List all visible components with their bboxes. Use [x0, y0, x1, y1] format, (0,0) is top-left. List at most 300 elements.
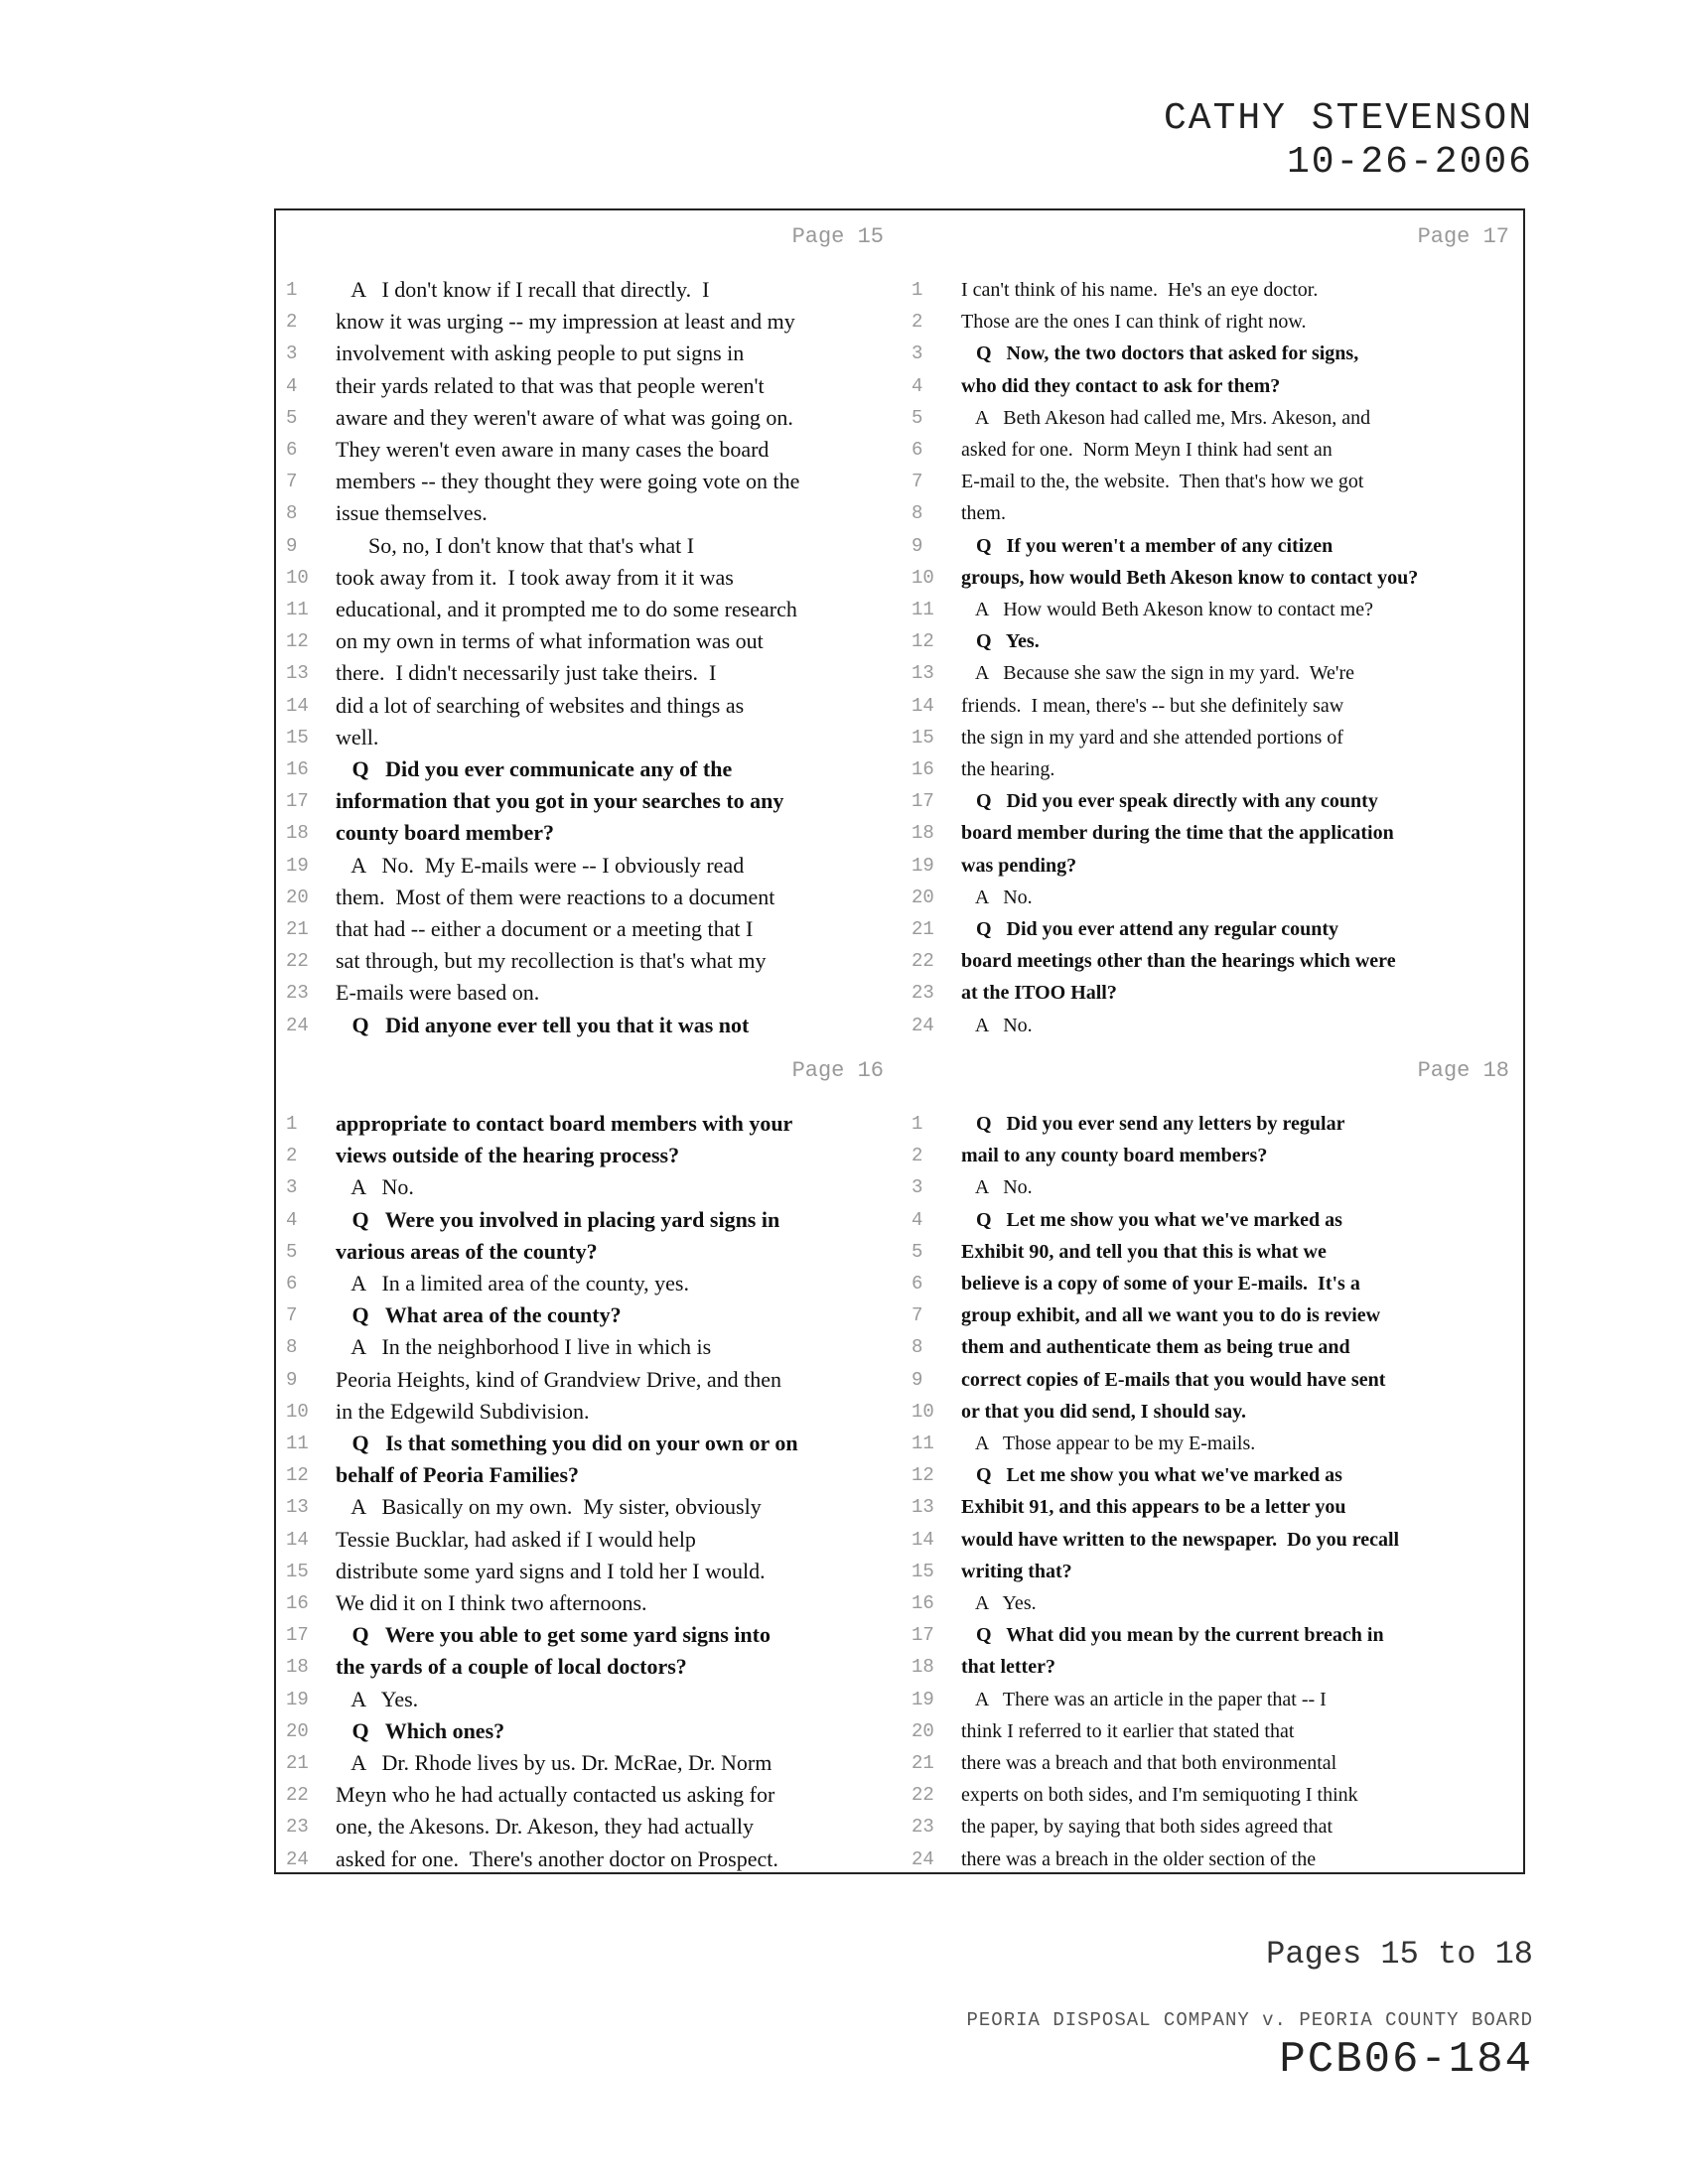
- transcript-line: [276, 338, 902, 369]
- line-number: 14: [912, 694, 934, 717]
- line-number: 8: [912, 1336, 923, 1359]
- transcript-line: [902, 466, 1527, 497]
- line-text: Q If you weren't a member of any citizen: [961, 534, 1333, 557]
- line-number: 1: [912, 279, 923, 301]
- line-text: Q Let me show you what we've marked as: [961, 1208, 1342, 1231]
- line-number: 5: [286, 1240, 298, 1263]
- line-text: that letter?: [961, 1656, 1055, 1679]
- transcript-line: [276, 1651, 902, 1683]
- line-text: So, no, I don't know that that's what I: [336, 532, 695, 558]
- line-text: at the ITOO Hall?: [961, 982, 1117, 1005]
- line-number: 12: [912, 1464, 934, 1487]
- line-text: A Yes.: [336, 1686, 419, 1711]
- transcript-line: [902, 1204, 1527, 1236]
- line-number: 9: [286, 534, 298, 557]
- transcript-line: [902, 1171, 1527, 1203]
- transcript-line: [902, 977, 1527, 1009]
- transcript-line: [902, 625, 1527, 657]
- line-number: 4: [286, 374, 298, 397]
- transcript-line: [276, 1299, 902, 1331]
- transcript-line: [276, 1459, 902, 1491]
- line-number: 13: [286, 1496, 309, 1519]
- line-text: A No.: [336, 1174, 414, 1200]
- line-number: 2: [286, 1145, 298, 1167]
- line-number: 5: [286, 406, 298, 429]
- line-number: 8: [912, 502, 923, 525]
- line-text: A There was an article in the paper that -- I: [961, 1688, 1327, 1710]
- transcript-line: [276, 1204, 902, 1236]
- page-label: Page 15: [791, 224, 884, 249]
- line-number: 2: [912, 1145, 923, 1167]
- transcript-line: [276, 1108, 902, 1140]
- transcript-line: [276, 753, 902, 785]
- transcript-line: [902, 657, 1527, 689]
- line-number: 20: [912, 886, 934, 908]
- line-text: We did it on I think two afternoons.: [336, 1590, 647, 1615]
- line-number: 22: [912, 1784, 934, 1807]
- line-number: 24: [286, 1847, 309, 1870]
- line-text: Q Were you able to get some yard signs into: [336, 1622, 771, 1648]
- line-text: Exhibit 91, and this appears to be a letter you: [961, 1496, 1346, 1519]
- line-text: think I referred to it earlier that stated that: [961, 1719, 1295, 1742]
- line-text: the paper, by saying that both sides agreed that: [961, 1816, 1333, 1839]
- transcript-line: [276, 1491, 902, 1523]
- line-text: Q Did you ever send any letters by regular: [961, 1113, 1345, 1135]
- line-text: group exhibit, and all we want you to do is review: [961, 1304, 1381, 1327]
- transcript-line: [902, 1428, 1527, 1459]
- line-number: 21: [286, 1752, 309, 1774]
- transcript-line: [902, 1396, 1527, 1428]
- line-text: board member during the time that the application: [961, 822, 1394, 845]
- transcript-line: [276, 882, 902, 913]
- line-number: 11: [286, 599, 309, 620]
- line-text: writing that?: [961, 1560, 1072, 1582]
- line-number: 17: [286, 1624, 309, 1647]
- line-text: asked for one. There's another doctor on Prospect.: [336, 1845, 778, 1871]
- line-text: Q Let me show you what we've marked as: [961, 1464, 1342, 1487]
- transcript-page-16: [276, 1044, 902, 1876]
- line-number: 24: [912, 1014, 934, 1036]
- line-number: 13: [912, 662, 934, 685]
- line-number: 19: [912, 854, 934, 877]
- transcript-line: [276, 1268, 902, 1299]
- line-number: 17: [912, 790, 934, 813]
- line-number: 1: [286, 1113, 298, 1135]
- line-number: 14: [286, 1528, 309, 1551]
- transcript-line: [276, 1236, 902, 1268]
- line-text: various areas of the county?: [336, 1238, 598, 1264]
- line-text: that had -- either a document or a meeting that I: [336, 916, 754, 941]
- transcript-line: [276, 785, 902, 817]
- transcript-line: [902, 562, 1527, 594]
- transcript-line: [902, 306, 1527, 338]
- transcript-line: [276, 466, 902, 497]
- line-number: 4: [912, 374, 923, 397]
- line-text: Q Did you ever communicate any of the: [336, 756, 733, 781]
- transcript-line: [902, 722, 1527, 753]
- line-text: A I don't know if I recall that directly. I: [336, 277, 710, 302]
- line-number: 15: [286, 726, 309, 749]
- transcript-line: [902, 1651, 1527, 1683]
- line-text: there. I didn't necessarily just take theirs. I: [336, 660, 717, 686]
- transcript-line: [276, 1524, 902, 1556]
- line-number: 22: [286, 1784, 309, 1807]
- line-number: 23: [912, 982, 934, 1005]
- transcript-line: [902, 402, 1527, 434]
- line-number: 2: [912, 311, 923, 334]
- transcript-line: [276, 1811, 902, 1843]
- transcript-line: [276, 1428, 902, 1459]
- line-text: issue themselves.: [336, 500, 488, 526]
- line-number: 12: [286, 630, 309, 653]
- transcript-line: [902, 913, 1527, 945]
- line-text: the hearing.: [961, 758, 1055, 780]
- line-text: educational, and it prompted me to do some research: [336, 597, 797, 621]
- line-number: 10: [912, 566, 934, 589]
- transcript-line: [902, 1331, 1527, 1363]
- witness-name: CATHY STEVENSON: [1163, 97, 1533, 140]
- transcript-line: [902, 1524, 1527, 1556]
- transcript-line: [276, 562, 902, 594]
- line-text: groups, how would Beth Akeson know to contact you?: [961, 566, 1419, 589]
- line-text: in the Edgewild Subdivision.: [336, 1398, 590, 1424]
- line-number: 1: [286, 279, 298, 301]
- transcript-line: [276, 594, 902, 625]
- transcript-line: [902, 530, 1527, 562]
- line-text: E-mails were based on.: [336, 980, 540, 1006]
- line-number: 20: [286, 886, 309, 908]
- line-text: A No.: [961, 1176, 1033, 1199]
- line-text: would have written to the newspaper. Do you recall: [961, 1528, 1400, 1551]
- transcript-line: [276, 497, 902, 529]
- page-range: Pages 15 to 18: [1266, 1936, 1533, 1973]
- line-text: views outside of the hearing process?: [336, 1143, 680, 1168]
- transcript-line: [902, 785, 1527, 817]
- line-text: there was a breach and that both environmental: [961, 1752, 1337, 1774]
- line-text: distribute some yard signs and I told her I would.: [336, 1558, 766, 1583]
- transcript-line: [902, 594, 1527, 625]
- transcript-line: [276, 1715, 902, 1747]
- transcript-line: [276, 690, 902, 722]
- line-text: their yards related to that was that people weren't: [336, 372, 765, 398]
- line-text: the sign in my yard and she attended portions of: [961, 726, 1343, 749]
- line-number: 11: [912, 1433, 934, 1454]
- line-text: A No. My E-mails were -- I obviously read: [336, 852, 745, 878]
- transcript-line: [902, 434, 1527, 466]
- transcript-line: [902, 753, 1527, 785]
- case-title: PEORIA DISPOSAL COMPANY v. PEORIA COUNTY BOARD: [966, 2009, 1533, 2031]
- line-text: county board member?: [336, 820, 554, 846]
- line-text: was pending?: [961, 854, 1077, 877]
- line-text: correct copies of E-mails that you would have sent: [961, 1368, 1386, 1391]
- line-number: 17: [912, 1624, 934, 1647]
- line-text: I can't think of his name. He's an eye doctor.: [961, 279, 1319, 301]
- transcript-line: [276, 1140, 902, 1171]
- transcript-line: [902, 1108, 1527, 1140]
- transcript-line: [276, 1331, 902, 1363]
- line-number: 21: [912, 918, 934, 940]
- line-number: 4: [286, 1208, 298, 1231]
- transcript-line: [276, 306, 902, 338]
- line-text: did a lot of searching of websites and things as: [336, 692, 745, 718]
- line-number: 9: [286, 1368, 298, 1391]
- transcript-line: [902, 1556, 1527, 1587]
- transcript-line: [902, 274, 1527, 306]
- transcript-line: [902, 817, 1527, 849]
- line-number: 14: [912, 1528, 934, 1551]
- line-text: on my own in terms of what information was out: [336, 628, 764, 654]
- line-number: 22: [286, 950, 309, 973]
- line-text: They weren't even aware in many cases the board: [336, 437, 770, 462]
- line-number: 16: [286, 1592, 309, 1614]
- transcript-page-18: [902, 1044, 1527, 1876]
- line-text: involvement with asking people to put signs in: [336, 341, 745, 366]
- line-text: well.: [336, 724, 379, 750]
- transcript-line: [276, 1010, 902, 1041]
- transcript-line: [902, 1268, 1527, 1299]
- line-text: or that you did send, I should say.: [961, 1400, 1246, 1423]
- line-number: 23: [286, 982, 309, 1005]
- line-text: A No.: [961, 1014, 1033, 1036]
- transcript-line: [276, 625, 902, 657]
- line-number: 19: [286, 854, 309, 877]
- line-text: mail to any county board members?: [961, 1145, 1268, 1167]
- line-number: 2: [286, 311, 298, 334]
- line-text: Q Were you involved in placing yard signs in: [336, 1206, 780, 1232]
- line-text: A Beth Akeson had called me, Mrs. Akeson, and: [961, 406, 1371, 429]
- transcript-line: [902, 882, 1527, 913]
- line-number: 6: [286, 1273, 298, 1295]
- line-number: 23: [286, 1816, 309, 1839]
- line-number: 18: [286, 1656, 309, 1679]
- line-text: asked for one. Norm Meyn I think had sent an: [961, 439, 1333, 461]
- transcript-line: [902, 1364, 1527, 1396]
- line-number: 18: [912, 822, 934, 845]
- transcript-line: [276, 945, 902, 977]
- transcript-line: [276, 1619, 902, 1651]
- line-number: 11: [912, 599, 934, 620]
- line-number: 16: [286, 758, 309, 780]
- transcript-line: [276, 817, 902, 849]
- line-text: A Because she saw the sign in my yard. We're: [961, 662, 1354, 685]
- line-number: 1: [912, 1113, 923, 1135]
- line-number: 8: [286, 1336, 298, 1359]
- line-text: appropriate to contact board members with your: [336, 1111, 793, 1136]
- line-number: 15: [912, 1560, 934, 1582]
- line-text: Q What area of the county?: [336, 1302, 622, 1328]
- transcript-line: [902, 945, 1527, 977]
- line-text: friends. I mean, there's -- but she definitely saw: [961, 694, 1344, 717]
- transcript-line: [902, 1587, 1527, 1619]
- line-text: A In a limited area of the county, yes.: [336, 1271, 689, 1296]
- line-text: them. Most of them were reactions to a document: [336, 884, 775, 909]
- line-text: A Yes.: [961, 1592, 1037, 1614]
- line-number: 19: [286, 1688, 309, 1710]
- line-number: 22: [912, 950, 934, 973]
- line-text: experts on both sides, and I'm semiquoting I think: [961, 1784, 1358, 1807]
- line-number: 17: [286, 790, 309, 813]
- line-number: 10: [286, 1400, 309, 1423]
- page-label: Page 18: [1417, 1058, 1509, 1083]
- transcript-line: [902, 1236, 1527, 1268]
- transcript-line: [276, 1587, 902, 1619]
- line-number: 3: [912, 1176, 923, 1199]
- line-number: 3: [286, 1176, 298, 1199]
- line-number: 12: [286, 1464, 309, 1487]
- line-text: A Those appear to be my E-mails.: [961, 1433, 1256, 1454]
- line-number: 6: [286, 439, 298, 461]
- transcript-line: [902, 1459, 1527, 1491]
- line-number: 10: [286, 566, 309, 589]
- transcript-line: [276, 1171, 902, 1203]
- transcript-line: [902, 1715, 1527, 1747]
- line-text: A Basically on my own. My sister, obviously: [336, 1494, 762, 1520]
- transcript-line: [902, 1010, 1527, 1041]
- line-text: believe is a copy of some of your E-mails. It's a: [961, 1273, 1360, 1295]
- transcript-line: [276, 913, 902, 945]
- line-number: 18: [912, 1656, 934, 1679]
- line-text: Q What did you mean by the current breach in: [961, 1624, 1384, 1647]
- case-number: PCB06-184: [1279, 2035, 1533, 2085]
- line-number: 3: [286, 342, 298, 365]
- line-number: 16: [912, 758, 934, 780]
- transcript-line: [902, 1140, 1527, 1171]
- transcript-line: [902, 1491, 1527, 1523]
- line-number: 15: [912, 726, 934, 749]
- line-number: 16: [912, 1592, 934, 1614]
- line-number: 7: [286, 1304, 298, 1327]
- transcript-line: [276, 1779, 902, 1811]
- line-text: A No.: [961, 886, 1033, 908]
- transcript-frame: [274, 208, 1525, 1874]
- transcript-line: [902, 1684, 1527, 1715]
- transcript-line: [902, 850, 1527, 882]
- line-number: 24: [286, 1014, 309, 1036]
- line-text: them.: [961, 502, 1006, 525]
- transcript-line: [902, 370, 1527, 402]
- line-text: one, the Akesons. Dr. Akeson, they had actually: [336, 1814, 754, 1840]
- line-text: them and authenticate them as being true and: [961, 1336, 1350, 1359]
- line-number: 21: [286, 918, 309, 940]
- line-text: Those are the ones I can think of right now.: [961, 311, 1307, 334]
- line-number: 24: [912, 1847, 934, 1870]
- line-number: 13: [912, 1496, 934, 1519]
- transcript-line: [276, 1747, 902, 1779]
- transcript-line: [276, 1396, 902, 1428]
- line-number: 14: [286, 694, 309, 717]
- line-number: 13: [286, 662, 309, 685]
- transcript-line: [276, 657, 902, 689]
- transcript-line: [276, 402, 902, 434]
- line-number: 12: [912, 630, 934, 653]
- line-number: 8: [286, 502, 298, 525]
- line-text: sat through, but my recollection is that's what my: [336, 948, 767, 974]
- transcript-line: [902, 690, 1527, 722]
- line-number: 10: [912, 1400, 934, 1423]
- transcript-line: [902, 338, 1527, 369]
- transcript-line: [276, 1556, 902, 1587]
- line-number: 19: [912, 1688, 934, 1710]
- line-number: 6: [912, 439, 923, 461]
- line-number: 20: [286, 1719, 309, 1742]
- transcript-line: [276, 722, 902, 753]
- line-number: 7: [286, 471, 298, 493]
- line-text: Exhibit 90, and tell you that this is what we: [961, 1240, 1327, 1263]
- line-text: behalf of Peoria Families?: [336, 1462, 580, 1488]
- line-text: A Dr. Rhode lives by us. Dr. McRae, Dr. Norm: [336, 1750, 772, 1775]
- line-text: the yards of a couple of local doctors?: [336, 1654, 687, 1680]
- line-text: board meetings other than the hearings which were: [961, 950, 1396, 973]
- line-text: who did they contact to ask for them?: [961, 374, 1281, 397]
- transcript-line: [902, 1843, 1527, 1875]
- transcript-line: [276, 530, 902, 562]
- line-text: Q Did anyone ever tell you that it was not: [336, 1012, 750, 1037]
- line-text: know it was urging -- my impression at least and my: [336, 309, 795, 335]
- transcript-line: [902, 1299, 1527, 1331]
- transcript-line: [902, 1811, 1527, 1843]
- line-text: information that you got in your searches to any: [336, 788, 784, 814]
- line-text: there was a breach in the older section of the: [961, 1847, 1317, 1870]
- page-label: Page 17: [1417, 224, 1509, 249]
- line-number: 4: [912, 1208, 923, 1231]
- line-number: 20: [912, 1719, 934, 1742]
- line-number: 18: [286, 822, 309, 845]
- line-number: 3: [912, 342, 923, 365]
- transcript-line: [902, 1747, 1527, 1779]
- transcript-line: [902, 497, 1527, 529]
- transcript-line: [902, 1779, 1527, 1811]
- line-number: 9: [912, 534, 923, 557]
- line-text: Q Yes.: [961, 630, 1040, 653]
- transcript-line: [276, 370, 902, 402]
- line-number: 5: [912, 406, 923, 429]
- line-text: took away from it. I took away from it it was: [336, 564, 734, 590]
- line-text: Q Did you ever attend any regular county: [961, 918, 1339, 940]
- page-label: Page 16: [791, 1058, 884, 1083]
- line-text: Q Did you ever speak directly with any county: [961, 790, 1378, 813]
- line-text: Tessie Bucklar, had asked if I would help: [336, 1526, 696, 1552]
- line-number: 11: [286, 1433, 309, 1454]
- line-text: members -- they thought they were going vote on the: [336, 469, 800, 494]
- transcript-line: [276, 1684, 902, 1715]
- line-number: 21: [912, 1752, 934, 1774]
- line-number: 15: [286, 1560, 309, 1582]
- transcript-line: [276, 850, 902, 882]
- transcript-line: [276, 977, 902, 1009]
- transcript-page-17: [902, 210, 1527, 1042]
- line-text: A How would Beth Akeson know to contact me?: [961, 599, 1373, 620]
- line-text: Meyn who he had actually contacted us asking for: [336, 1782, 775, 1808]
- line-number: 23: [912, 1816, 934, 1839]
- line-number: 7: [912, 1304, 923, 1327]
- line-text: E-mail to the, the website. Then that's how we got: [961, 471, 1364, 493]
- line-number: 7: [912, 471, 923, 493]
- line-text: Q Now, the two doctors that asked for signs,: [961, 342, 1359, 365]
- line-number: 5: [912, 1240, 923, 1263]
- transcript-line: [276, 274, 902, 306]
- line-text: A In the neighborhood I live in which is: [336, 1334, 712, 1360]
- transcript-line: [276, 434, 902, 466]
- transcript-line: [902, 1619, 1527, 1651]
- line-number: 9: [912, 1368, 923, 1391]
- line-text: Q Which ones?: [336, 1717, 505, 1743]
- transcript-page-15: [276, 210, 902, 1042]
- deposition-date: 10-26-2006: [1286, 141, 1533, 184]
- line-number: 6: [912, 1273, 923, 1295]
- line-text: aware and they weren't aware of what was going on.: [336, 404, 793, 430]
- transcript-line: [276, 1843, 902, 1875]
- transcript-line: [276, 1364, 902, 1396]
